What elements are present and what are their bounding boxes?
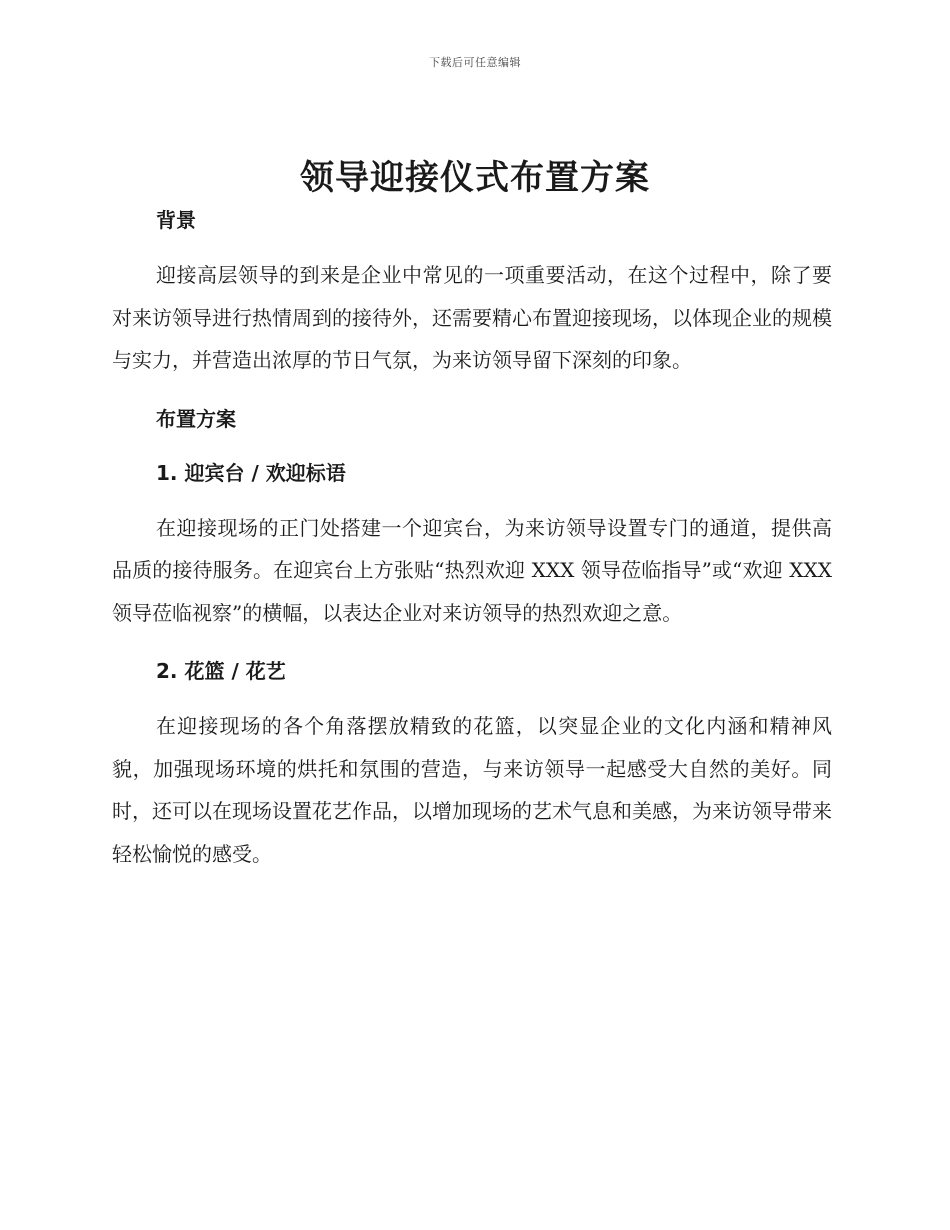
document-title: 领导迎接仪式布置方案 — [300, 158, 650, 198]
paragraph-flower-baskets: 在迎接现场的各个角落摆放精致的花篮，以突显企业的文化内涵和精神风貌，加强现场环境的烘托和氛围的营造，与来访领导一起感受大自然的美好。同时，还可以在现场设置花艺作品，以增加现场的艺术气息和美感，为来访领导带来轻松愉悦的感受。 — [112, 714, 832, 866]
page-header-note: 下载后可任意编辑 — [429, 56, 521, 69]
section-heading-background: 背景 — [156, 208, 196, 232]
section-heading-plan: 布置方案 — [156, 406, 236, 431]
subheading-flower-baskets: 2. 花篮 / 花艺 — [156, 659, 286, 683]
document-body — [112, 203, 832, 875]
paragraph-background: 迎接高层领导的到来是企业中常见的一项重要活动，在这个过程中，除了要对来访领导进行热情周到的接待外，还需要精心布置迎接现场，以体现企业的规模与实力，并营造出浓厚的节日气氛，为来访领导留下深刻的印象。 — [112, 263, 832, 372]
paragraph-welcome-desk: 在迎接现场的正门处搭建一个迎宾台，为来访领导设置专门的通道，提供高品质的接待服务。在迎宾台上方张贴“热烈欢迎 XXX 领导莅临指导”或“欢迎 XXX 领导莅临视察”的横幅，以表达企业对来访领导的热烈欢迎之意。 — [112, 515, 832, 625]
subheading-welcome-desk: 1. 迎宾台 / 欢迎标语 — [156, 460, 346, 485]
